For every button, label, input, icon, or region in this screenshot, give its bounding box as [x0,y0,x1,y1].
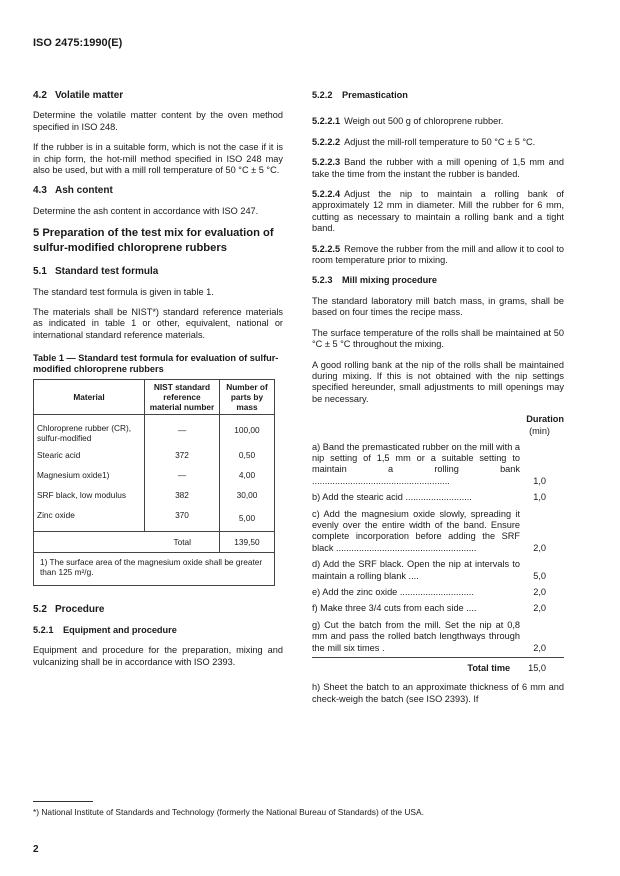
paragraph [312,137,564,148]
table-cell-parts: 100,00 [219,415,274,446]
paragraph: A good rolling bank at the nip of the rolls shall be maintained during mixing. If this is not obtained with the nip settings specified hereunder, small adjustments to mill openings may be necessary. [312,359,564,404]
mixing-step [312,442,564,488]
table-cell-nist: 382 [145,485,220,505]
table-footnote: 1) The surface area of the magnesium oxide shall be greater than 125 m²/g. [34,553,275,586]
clause-number: 5.2.2.1 [312,116,341,127]
paragraph [312,244,564,267]
section-title: Volatile matter [55,90,124,101]
step-text: d) Add the SRF black. Open the nip at intervals to maintain a rolling blank .... [312,559,520,581]
section-title: Standard test formula [55,266,159,278]
mixing-step [312,492,564,503]
clause-number: 5.2.2.3 [312,157,341,168]
clause-number: 5.2.2.5 [312,243,341,254]
document-header: ISO 2475:1990(E) [33,37,123,49]
paragraph: Determine the ash content in accordance with ISO 247. [33,205,259,216]
section-4-3-heading [33,185,283,196]
clause-text: Adjust the nip to maintain a rolling bank of approximately 12 mm in diameter. Mill the rubber for 6 mm, cutting as necessary to maintain a rolling bank and a tight band. [312,189,564,234]
section-5-2-2-heading [312,90,564,101]
clause-number: 5.2.2.4 [312,189,341,200]
clause-text: Weigh out 500 g of chloroprene rubber. [344,116,504,127]
section-5-heading: 5 Preparation of the test mix for evaluation of sulfur-modified chloroprene rubbers [33,227,274,255]
table-cell-parts: 0,50 [219,445,274,465]
step-text: b) Add the stearic acid .......................... [312,492,472,503]
step-duration: 2,0 [533,542,546,553]
table-footnote-row [34,553,275,586]
table-total-label: Total [34,532,220,553]
clause-text: Remove the rubber from the mill and allow it to cool to room temperature prior to mixing. [312,243,564,266]
section-number: 4.2 [33,90,47,101]
section-title: Equipment and procedure [63,624,177,635]
total-time-row [312,663,564,674]
right-column [312,90,564,714]
paragraph: Equipment and procedure for the preparation, mixing and vulcanizing shall be in accordance with ISO 2393. [33,645,283,667]
section-number: 5.2.3 [312,275,333,286]
table-cell-material: Zinc oxide [34,505,145,532]
table-cell-material: Stearic acid [34,445,145,465]
table-cell-material: Magnesium oxide1) [34,465,145,485]
section-5-2-1-heading [33,625,283,636]
page-number: 2 [33,844,39,855]
step-text: f) Make three 3/4 cuts from each side .... [312,603,477,614]
mixing-step [312,559,564,582]
section-title: Procedure [55,604,105,616]
paragraph: The standard laboratory mill batch mass, in grams, shall be based on four times the recipe mass. [312,295,564,318]
table-header: Number of parts by mass [219,380,274,415]
step-duration: 2,0 [533,587,546,597]
total-time-label: Total time [467,663,511,674]
step-text: c) Add the magnesium oxide slowly, spreading it evenly over the entire width of the band. Ensure complete incorporation before adding the SRF black ....................................................... [312,508,520,553]
formula-table [33,379,275,586]
section-number: 5.2.1 [33,624,54,635]
paragraph [312,116,564,127]
section-number: 5.1 [33,266,47,278]
section-title: Mill mixing procedure [342,275,437,286]
section-5-1-heading [33,266,283,277]
table-cell-nist: 370 [145,505,220,532]
table-total-row [34,532,275,553]
footnote-divider [33,801,93,802]
section-5-2-heading [33,604,283,615]
step-text: g) Cut the batch from the mill. Set the nip at 0,8 mm and pass the rolled batch lengthways through the mill six times . [312,619,520,653]
mixing-steps [312,426,564,675]
clause-number: 5.2.2.2 [312,136,341,147]
table-row [34,485,275,505]
table-cell-nist: — [145,415,220,446]
page-footnote: *) National Institute of Standards and Technology (formerly the National Bureau of Standards) of the USA. [33,807,424,817]
left-column [33,90,283,677]
section-4-2-heading [33,90,283,101]
paragraph [312,157,564,180]
paragraph: The materials shall be NIST*) standard reference materials as indicated in table 1 or other, equivalent, national or international standard reference materials. [33,307,283,340]
step-duration: 1,0 [533,492,546,503]
table-header-row [34,380,275,415]
mixing-step [312,603,564,614]
table-header: Material [34,380,145,415]
table-total-value: 139,50 [219,532,274,553]
table-row [34,415,275,446]
step-duration: 5,0 [533,570,546,581]
table-cell-parts: 5,00 [219,505,274,532]
table-row [34,505,275,532]
table-row [34,445,275,465]
table-cell-material: SRF black, low modulus [34,485,145,505]
paragraph: h) Sheet the batch to an approximate thickness of 6 mm and check-weigh the batch (see ISO 2393). If [312,682,564,704]
total-time-value: 15,0 [528,663,546,674]
mixing-step [312,509,564,555]
table-cell-material: Chloroprene rubber (CR), sulfur-modified [34,415,145,446]
paragraph [312,189,564,235]
section-number: 4.3 [33,185,47,197]
paragraph: If the rubber is in a suitable form, which is not the case if it is in chip form, the hot-mill method specified in ISO 248 may also be used, but with a mill roll temperature of 50 °C ± 5 °C. [33,142,283,176]
section-title: Ash content [55,185,113,197]
table-cell-parts: 4,00 [219,465,274,485]
step-duration: 2,0 [533,603,546,614]
table-header: NIST standard reference material number [145,380,220,415]
paragraph: The surface temperature of the rolls shall be maintained at 50 °C ± 5 °C throughout the mixing. [312,327,564,350]
mixing-step [312,587,564,598]
duration-heading: Duration [526,414,564,425]
table-cell-parts: 30,00 [219,485,274,505]
mixing-step [312,620,564,658]
section-title: Premastication [342,90,408,100]
section-number: 5.2.2 [312,90,333,100]
section-number: 5.2 [33,604,47,616]
paragraph: The standard test formula is given in table 1. [33,286,214,297]
step-duration: 1,0 [533,475,546,486]
table-caption: Table 1 — Standard test formula for evaluation of sulfur-modified chloroprene rubbers [33,353,279,375]
paragraph: Determine the volatile matter content by the oven method specified in ISO 248. [33,110,283,132]
step-text: e) Add the zinc oxide ............................. [312,587,474,597]
clause-text: Band the rubber with a mill opening of 1,5 mm and take the time from the instant the rubber is banded. [312,157,564,179]
clause-text: Adjust the mill-roll temperature to 50 °C ± 5 °C. [344,136,536,147]
table-cell-nist: — [145,465,220,485]
table-cell-nist: 372 [145,445,220,465]
duration-unit: (min) [529,425,550,436]
step-text: a) Band the premasticated rubber on the mill with a nip setting of 1,5 mm or a suitable setting to maintain a rolling bank ...................................................... [312,441,520,486]
section-5-2-3-heading [312,275,564,286]
step-duration: 2,0 [533,642,546,653]
table-row [34,465,275,485]
